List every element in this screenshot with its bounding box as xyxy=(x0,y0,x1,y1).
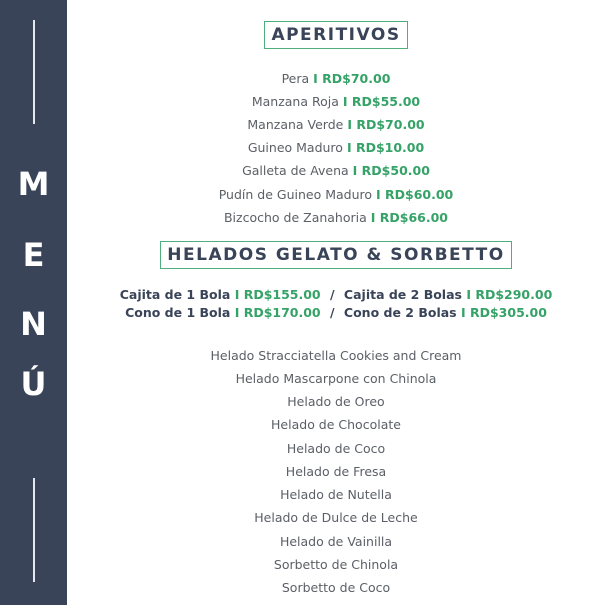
item-price: I RD$70.00 xyxy=(313,71,391,86)
flavor-item: Helado de Vainilla xyxy=(279,534,393,549)
size-label: Cajita de 1 Bola xyxy=(119,287,231,302)
menu-item xyxy=(67,187,605,202)
item-name: Manzana Roja xyxy=(251,94,339,109)
sidebar-top-rule xyxy=(33,20,35,124)
item-price: I RD$55.00 xyxy=(342,94,421,109)
price-separator: / xyxy=(329,305,335,320)
size-price: I RD$155.00 xyxy=(234,287,321,302)
item-name: Guineo Maduro xyxy=(247,140,343,155)
sidebar xyxy=(0,0,67,605)
sidebar-letter-m: M xyxy=(17,165,50,203)
item-name: Pudín de Guineo Maduro xyxy=(218,187,373,202)
sidebar-bottom-rule xyxy=(33,478,35,582)
flavor-item: Helado de Nutella xyxy=(280,487,392,502)
item-name: Manzana Verde xyxy=(247,117,344,132)
item-name: Bizcocho de Zanahoria xyxy=(223,210,367,225)
menu-item xyxy=(67,163,605,178)
size-price: I RD$290.00 xyxy=(466,287,553,302)
size-label: Cono de 2 Bolas xyxy=(343,305,457,320)
sidebar-letter-u: Ú xyxy=(20,365,47,403)
size-label: Cono de 1 Bola xyxy=(125,305,231,320)
flavor-item: Helado Stracciatella Cookies and Cream xyxy=(210,348,462,363)
aperitivos-title: APERITIVOS xyxy=(264,21,407,49)
flavor-item: Helado de Dulce de Leche xyxy=(254,510,418,525)
flavor-item: Helado de Coco xyxy=(286,441,386,456)
flavor-item: Sorbetto de Coco xyxy=(281,580,391,595)
item-price: I RD$60.00 xyxy=(376,187,454,202)
item-name: Pera xyxy=(281,71,310,86)
item-price: I RD$70.00 xyxy=(347,117,425,132)
menu-item xyxy=(67,140,605,155)
flavor-item: Helado de Fresa xyxy=(285,464,387,479)
price-separator: / xyxy=(329,287,335,302)
size-price: I RD$305.00 xyxy=(460,305,547,320)
item-price: I RD$66.00 xyxy=(370,210,449,225)
menu-item xyxy=(67,71,605,86)
menu-item xyxy=(67,94,605,109)
size-price: I RD$170.00 xyxy=(234,305,321,320)
menu-item xyxy=(67,210,605,225)
menu-content xyxy=(67,0,605,605)
flavor-item: Helado Mascarpone con Chinola xyxy=(235,371,437,386)
aperitivos-heading xyxy=(67,21,605,49)
flavor-item: Helado de Oreo xyxy=(287,394,385,409)
helados-title: HELADOS GELATO & SORBETTO xyxy=(160,241,511,269)
size-label: Cajita de 2 Bolas xyxy=(343,287,462,302)
sidebar-letter-e: E xyxy=(22,236,45,274)
item-price: I RD$50.00 xyxy=(352,163,430,178)
item-price: I RD$10.00 xyxy=(346,140,425,155)
item-name: Galleta de Avena xyxy=(242,163,349,178)
menu-item xyxy=(67,117,605,132)
size-price-row xyxy=(67,287,605,302)
flavor-item: Helado de Chocolate xyxy=(271,417,401,432)
helados-heading xyxy=(67,241,605,269)
size-price-row xyxy=(67,305,605,320)
flavor-item: Sorbetto de Chinola xyxy=(273,557,399,572)
sidebar-letter-n: N xyxy=(20,305,47,343)
